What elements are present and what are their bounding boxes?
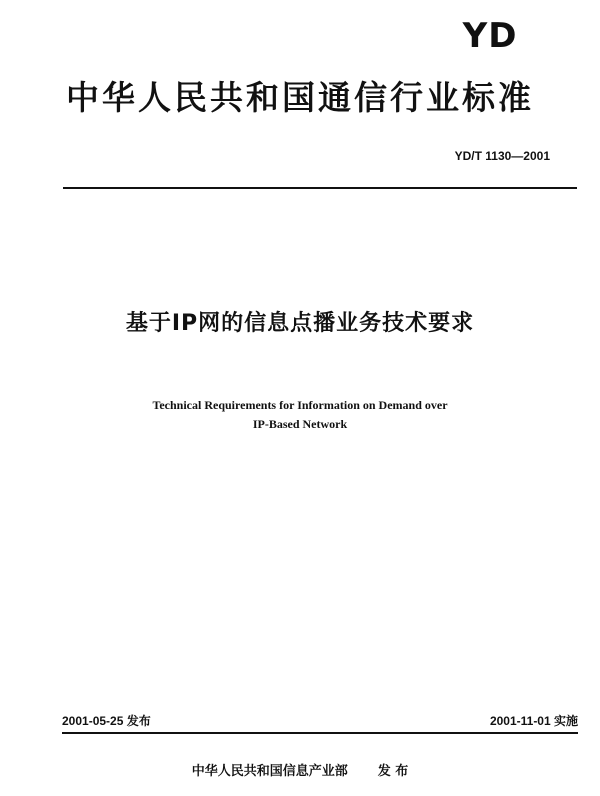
publisher-line [0, 763, 600, 781]
footer-divider [62, 732, 578, 734]
english-title-line-1: Technical Requirements for Information on Demand over [152, 398, 448, 412]
standard-number: YD/T 1130—2001 [454, 149, 550, 163]
publisher-organization: 中华人民共和国信息产业部 [191, 764, 348, 779]
issue-date: 2001-05-25 发布 [62, 714, 151, 728]
english-title-line-2: IP-Based Network [252, 417, 348, 431]
implementation-date: 2001-11-01 实施 [489, 714, 578, 728]
publisher-action: 发 布 [377, 764, 409, 779]
header-divider [63, 187, 577, 189]
document-title-english [0, 396, 600, 434]
yd-logo: YD [462, 16, 518, 56]
standard-type-heading: 中华人民共和国通信行业标准 [66, 78, 534, 117]
document-title-chinese: 基于IP网的信息点播业务技术要求 [125, 311, 475, 336]
